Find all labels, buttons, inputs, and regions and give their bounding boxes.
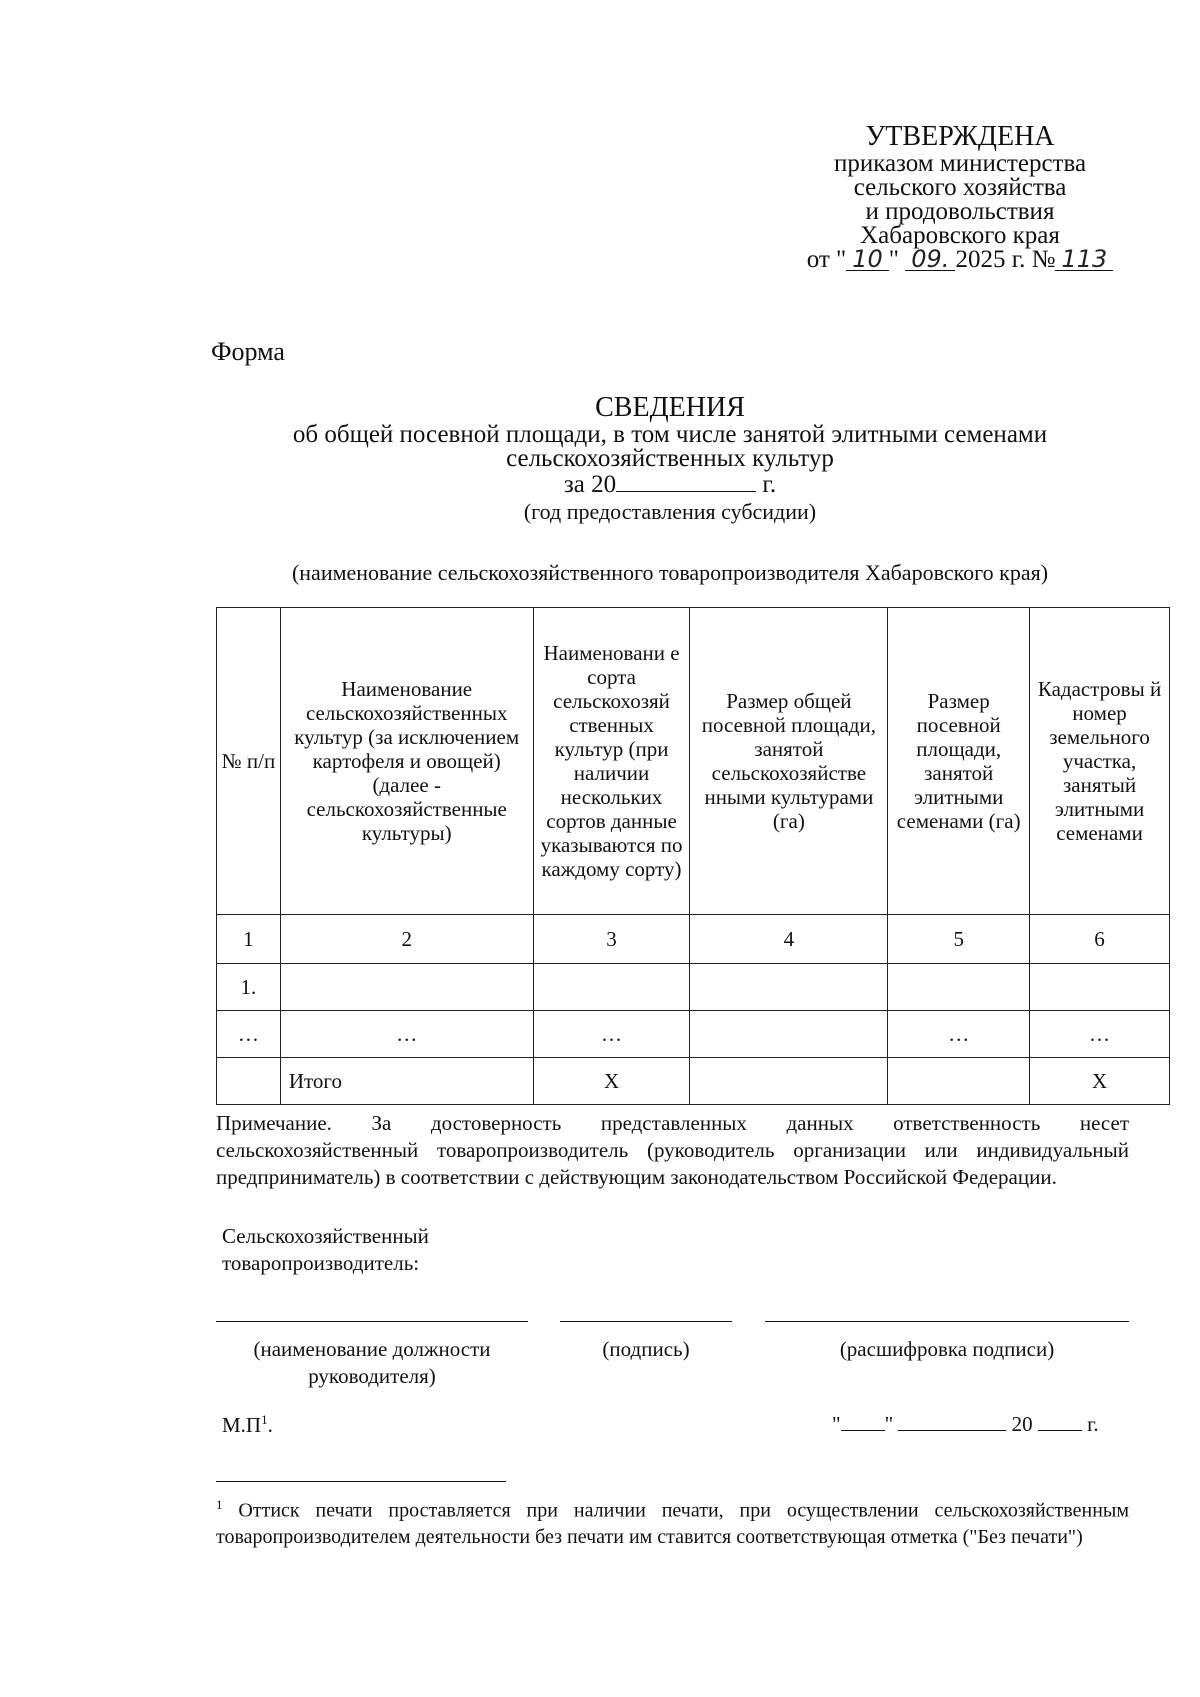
producer-name-caption: (наименование сельскохозяйственного товаропроизводителя Хабаровского края) (291, 560, 1049, 585)
footnote-text: Оттиск печати проставляется при наличии печати, при осуществлении сельскохозяйственным товаропроизводителем деятельности без печати им ставится соответствующая отметка ("Без печати") (216, 1499, 1129, 1548)
approval-block (760, 122, 1160, 272)
header-cell-elite-area: Размер посевной площади, занятой элитными семенами (га) (888, 608, 1030, 915)
table-cell: 5 (888, 915, 1030, 964)
position-caption (216, 1336, 528, 1390)
table-cell (690, 964, 888, 1011)
year-suffix: г. (762, 471, 777, 498)
table-cell (888, 1058, 1030, 1105)
date-close-quote: " (884, 1412, 894, 1436)
table-cell (533, 964, 690, 1011)
table-cell: 2 (280, 915, 533, 964)
stamp-text: М.П (222, 1413, 262, 1437)
stamp-footnote-ref: 1 (261, 1412, 268, 1427)
year-prefix: за 20 (563, 471, 617, 498)
producer-label-line-2: товаропроизводитель: (222, 1251, 420, 1275)
approval-line-1: приказом министерства (833, 150, 1087, 177)
heading-line-2: сельскохозяйственных культур (506, 445, 834, 472)
position-caption-line-1: (наименование должности (253, 1337, 491, 1361)
table-cell: … (217, 1011, 281, 1058)
date-suffix: г. (1087, 1412, 1099, 1436)
total-label-cell: Итого (280, 1058, 533, 1105)
order-prefix: от " (806, 246, 847, 273)
signature-line (560, 1321, 732, 1322)
footnote-marker: 1 (216, 1497, 223, 1512)
order-sep: " (888, 246, 900, 273)
approval-line-3: и продовольствия (865, 198, 1055, 225)
stamp-label: $М.П^1$. (222, 1412, 273, 1437)
order-number: 113 (1055, 248, 1113, 271)
footnote (216, 1492, 1129, 1550)
table-cell: 4 (690, 915, 888, 964)
table-cell: … (888, 1011, 1030, 1058)
table-cell (888, 964, 1030, 1011)
header-cell-total-area: Размер общей посевной площади, занятой сельскохозяйстве нными культурами (га) (690, 608, 888, 915)
table-cell (280, 964, 533, 1011)
header-cell-variety: Наименовани е сорта сельскохозяй ственных культур (при наличии нескольких сортов данные указываются по каждому сорту) (533, 608, 690, 915)
producer-label (222, 1223, 429, 1277)
heading-year-line (200, 471, 1140, 497)
footnote-separator (216, 1481, 506, 1482)
header-cell-number: № п/п (217, 608, 281, 915)
date-line (832, 1412, 1099, 1437)
date-year-blank (1038, 1412, 1082, 1431)
order-month: 09. (905, 248, 955, 271)
table-row (217, 1011, 1170, 1058)
header-cell-cadastral: Кадастровы й номер земельного участка, занятый элитными семенами (1030, 608, 1170, 915)
table-header-row (217, 608, 1170, 915)
table-cell: X (1030, 1058, 1170, 1105)
header-cell-crop: Наименование сельскохозяйственных культур (за исключением картофеля и овощей) (далее - сельскохозяйственные культуры) (280, 608, 533, 915)
date-day-blank (841, 1412, 885, 1431)
position-line (216, 1321, 528, 1322)
signature-caption: (подпись) (602, 1337, 690, 1361)
table-cell: … (280, 1011, 533, 1058)
document-heading (200, 393, 1140, 527)
table-cell: X (533, 1058, 690, 1105)
heading-line-1: об общей посевной площади, в том числе занятой элитными семенами (292, 421, 1048, 448)
table-cell: … (1030, 1011, 1170, 1058)
producer-label-line-1: Сельскохозяйственный (222, 1224, 429, 1248)
approval-line-4: Хабаровского края (860, 222, 1060, 249)
date-month-blank (898, 1412, 1006, 1431)
position-caption-line-2: руководителя) (308, 1364, 436, 1388)
form-label: Форма (211, 337, 285, 366)
table-cell (690, 1058, 888, 1105)
year-blank (616, 471, 756, 492)
table-total-row (217, 1058, 1170, 1105)
year-note: (год предоставления субсидии) (523, 499, 817, 524)
table-number-row (217, 915, 1170, 964)
note-paragraph: Примечание. За достоверность представленных данных ответственность несет сельскохозяйственный товаропроизводитель (руководитель организации или индивидуальный предприниматель) в соответствии с действующим законодательством Российской Федерации. (216, 1111, 1129, 1189)
approval-line-2: сельского хозяйства (853, 174, 1067, 201)
table-cell: 6 (1030, 915, 1170, 964)
date-open-quote: " (832, 1412, 841, 1436)
table-row (217, 964, 1170, 1011)
data-table (216, 607, 1170, 1105)
date-year: 20 (1011, 1412, 1033, 1436)
decoding-line (765, 1321, 1129, 1322)
table-cell (1030, 964, 1170, 1011)
table-cell: 1. (217, 964, 281, 1011)
order-year: 2025 г. № (955, 246, 1056, 273)
order-day: 10 (846, 248, 889, 271)
heading-title: СВЕДЕНИЯ (595, 392, 745, 423)
table-cell: 1 (217, 915, 281, 964)
table-cell: … (533, 1011, 690, 1058)
table-cell (217, 1058, 281, 1105)
table-cell: 3 (533, 915, 690, 964)
decoding-caption: (расшифровка подписи) (839, 1337, 1055, 1361)
order-line (760, 245, 1160, 273)
approval-title: УТВЕРЖДЕНА (865, 121, 1055, 152)
table-cell (690, 1011, 888, 1058)
